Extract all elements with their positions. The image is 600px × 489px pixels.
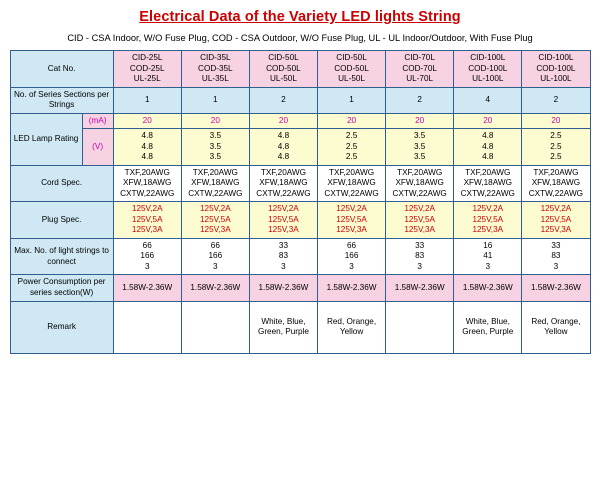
cat-no-line: UL-100L [540, 74, 572, 83]
cell-cord-5 [386, 165, 454, 202]
row-sublabel-v: (V) [82, 129, 113, 166]
cell-remark-3 [249, 301, 317, 353]
cell-ma-1: 20 [113, 113, 181, 129]
cell-power-3: 1.58W-2.36W [249, 275, 317, 301]
remark-line: White, Blue, [465, 316, 510, 326]
cord-line: XFW,18AWG [191, 178, 240, 188]
cell-cat-no-6 [454, 51, 522, 88]
v-line: 2.5 [550, 141, 562, 151]
cell-cat-no-1 [113, 51, 181, 88]
cord-line: TXF,20AWG [397, 167, 443, 177]
v-line: 4.8 [482, 141, 494, 151]
v-line: 2.5 [345, 141, 358, 151]
cord-line: XFW,18AWG [259, 178, 308, 188]
plug-line: 125V,5A [336, 214, 367, 224]
remark-line: Red, Orange, [326, 316, 377, 326]
cell-cord-7 [522, 165, 590, 202]
v-line: 2.5 [345, 152, 358, 162]
maxno-line: 83 [415, 251, 425, 261]
maxno-line: 3 [213, 261, 218, 271]
plug-line: 125V,2A [404, 204, 435, 214]
cell-plug-4 [318, 202, 386, 239]
cat-no-line: COD-50L [266, 63, 301, 73]
cat-no-line: UL-50L [338, 74, 365, 83]
cat-no-line: CID-35L [200, 53, 231, 62]
cell-maxno-2 [181, 238, 249, 275]
cord-line: TXF,20AWG [124, 167, 170, 177]
row-label-remark: Remark [10, 301, 113, 353]
cord-line: XFW,18AWG [463, 178, 512, 188]
table-row-cord-spec [10, 165, 590, 202]
cord-line: CXTW,22AWG [392, 188, 447, 198]
cat-no-line: UL-25L [133, 74, 161, 83]
cord-line: TXF,20AWG [192, 167, 238, 177]
cell-power-4: 1.58W-2.36W [318, 275, 386, 301]
v-line: 2.5 [550, 152, 562, 162]
row-label-series-sections: No. of Series Sections per Strings [10, 87, 113, 113]
row-label-cat-no: Cat No. [10, 51, 113, 88]
cell-ma-2: 20 [181, 113, 249, 129]
plug-line: 125V,2A [540, 204, 572, 214]
remark-line: Red, Orange, [531, 316, 581, 326]
maxno-line: 3 [281, 261, 286, 271]
cell-series-3: 2 [249, 87, 317, 113]
v-line: 2.5 [550, 131, 562, 141]
v-line: 4.8 [141, 152, 153, 162]
maxno-line: 33 [415, 240, 425, 250]
maxno-line: 66 [347, 240, 357, 250]
plug-line: 125V,2A [336, 204, 367, 214]
cell-maxno-7 [522, 238, 590, 275]
cell-cord-1 [113, 165, 181, 202]
maxno-line: 3 [553, 261, 559, 271]
cell-maxno-3 [249, 238, 317, 275]
cell-maxno-4 [318, 238, 386, 275]
maxno-line: 66 [210, 240, 220, 250]
cell-cord-3 [249, 165, 317, 202]
cord-line: TXF,20AWG [465, 167, 511, 177]
row-label-plug-spec: Plug Spec. [10, 202, 113, 239]
cell-series-1: 1 [113, 87, 181, 113]
plug-line: 125V,5A [404, 214, 435, 224]
plug-line: 125V,5A [268, 214, 299, 224]
table-row-plug-spec [10, 202, 590, 239]
v-line: 3.5 [413, 152, 426, 162]
v-line: 4.8 [482, 152, 494, 162]
cell-power-6: 1.58W-2.36W [454, 275, 522, 301]
plug-line: 125V,3A [472, 225, 504, 235]
cord-line: CXTW,22AWG [120, 188, 175, 198]
plug-line: 125V,5A [131, 214, 163, 224]
plug-line: 125V,2A [200, 204, 231, 214]
cell-maxno-6 [454, 238, 522, 275]
maxno-line: 83 [278, 251, 288, 261]
cell-power-1: 1.58W-2.36W [113, 275, 181, 301]
cell-power-2: 1.58W-2.36W [181, 275, 249, 301]
cat-no-line: UL-70L [406, 74, 434, 83]
v-line: 3.5 [209, 131, 222, 141]
cord-line: TXF,20AWG [328, 167, 375, 177]
cell-plug-5 [386, 202, 454, 239]
cell-v-1 [113, 129, 181, 166]
cell-v-7 [522, 129, 590, 166]
v-line: 3.5 [413, 131, 426, 141]
cord-line: CXTW,22AWG [528, 188, 584, 198]
v-line: 4.8 [141, 131, 153, 141]
cell-v-6 [454, 129, 522, 166]
cell-power-7: 1.58W-2.36W [522, 275, 590, 301]
cord-line: CXTW,22AWG [188, 188, 243, 198]
table-row-max-strings [10, 238, 590, 275]
cell-cat-no-3 [249, 51, 317, 88]
maxno-line: 33 [551, 240, 561, 250]
cell-ma-3: 20 [249, 113, 317, 129]
cell-cord-4 [318, 165, 386, 202]
v-line: 4.8 [141, 141, 153, 151]
maxno-line: 66 [142, 240, 152, 250]
cord-line: XFW,18AWG [395, 178, 444, 188]
maxno-line: 41 [483, 251, 493, 261]
cell-v-3 [249, 129, 317, 166]
cell-remark-5 [386, 301, 454, 353]
cell-remark-4 [318, 301, 386, 353]
v-line: 4.8 [482, 131, 494, 141]
cat-no-line: COD-25L [129, 63, 165, 73]
maxno-line: 33 [278, 240, 288, 250]
cord-line: CXTW,22AWG [324, 188, 379, 198]
remark-line: Yellow [544, 327, 568, 337]
cell-cat-no-4 [318, 51, 386, 88]
maxno-line: 3 [349, 261, 354, 271]
cat-no-line: CID-50L [336, 53, 367, 62]
row-label-max-strings: Max. No. of light strings to connect [10, 238, 113, 275]
plug-line: 125V,5A [200, 214, 231, 224]
cell-ma-6: 20 [454, 113, 522, 129]
cell-ma-5: 20 [386, 113, 454, 129]
cell-maxno-1 [113, 238, 181, 275]
row-label-lamp-rating: LED Lamp Rating [10, 113, 82, 165]
maxno-line: 16 [483, 240, 493, 250]
cat-no-line: UL-100L [472, 74, 504, 83]
cell-series-4: 1 [318, 87, 386, 113]
row-label-cord-spec: Cord Spec. [10, 165, 113, 202]
cell-cord-2 [181, 165, 249, 202]
maxno-line: 3 [144, 261, 150, 271]
plug-line: 125V,3A [336, 225, 367, 235]
plug-line: 125V,2A [131, 204, 163, 214]
maxno-line: 166 [140, 251, 155, 261]
v-line: 4.8 [277, 131, 290, 141]
row-sublabel-ma: (mA) [82, 113, 113, 129]
cell-maxno-5 [386, 238, 454, 275]
cat-no-line: CID-25L [131, 53, 163, 62]
document-page [0, 9, 600, 489]
cell-series-2: 1 [181, 87, 249, 113]
cord-line: XFW,18AWG [123, 178, 172, 188]
plug-line: 125V,3A [540, 225, 572, 235]
cell-plug-6 [454, 202, 522, 239]
cell-plug-2 [181, 202, 249, 239]
plug-line: 125V,2A [472, 204, 504, 214]
cat-no-line: CID-70L [404, 53, 435, 62]
cat-no-line: UL-50L [270, 74, 297, 83]
cord-line: CXTW,22AWG [460, 188, 515, 198]
cell-cord-6 [454, 165, 522, 202]
maxno-line: 3 [417, 261, 422, 271]
maxno-line: 3 [485, 261, 491, 271]
cell-ma-4: 20 [318, 113, 386, 129]
cord-line: TXF,20AWG [533, 167, 579, 177]
cat-no-line: UL-35L [201, 74, 229, 83]
cell-series-7: 2 [522, 87, 590, 113]
cell-cat-no-7 [522, 51, 590, 88]
row-label-power-consumption: Power Consumption per series section(W) [10, 275, 113, 301]
cell-remark-6 [454, 301, 522, 353]
plug-line: 125V,3A [200, 225, 231, 235]
cell-plug-3 [249, 202, 317, 239]
remark-line: Yellow [339, 327, 364, 337]
cat-no-line: CID-50L [268, 53, 299, 62]
cell-series-6: 4 [454, 87, 522, 113]
cell-power-5: 1.58W-2.36W [386, 275, 454, 301]
electrical-data-table [10, 50, 591, 354]
table-row-lamp-v [10, 129, 590, 166]
plug-line: 125V,2A [268, 204, 299, 214]
cell-v-5 [386, 129, 454, 166]
v-line: 4.8 [277, 152, 290, 162]
cell-plug-1 [113, 202, 181, 239]
plug-line: 125V,3A [404, 225, 435, 235]
v-line: 3.5 [209, 152, 222, 162]
cat-no-line: COD-50L [334, 63, 369, 73]
maxno-line: 166 [344, 251, 359, 261]
v-line: 4.8 [277, 141, 290, 151]
cat-no-line: COD-100L [468, 63, 508, 73]
v-line: 2.5 [345, 131, 358, 141]
cell-remark-7 [522, 301, 590, 353]
table-row-cat-no [10, 51, 590, 88]
plug-line: 125V,5A [540, 214, 572, 224]
cell-plug-7 [522, 202, 590, 239]
cell-series-5: 2 [386, 87, 454, 113]
cell-v-4 [318, 129, 386, 166]
remark-line: Green, Purple [257, 327, 309, 337]
cord-line: TXF,20AWG [260, 167, 307, 177]
plug-line: 125V,3A [268, 225, 299, 235]
cell-ma-7: 20 [522, 113, 590, 129]
table-row-series-sections [10, 87, 590, 113]
cord-line: XFW,18AWG [327, 178, 376, 188]
cat-no-line: CID-100L [538, 53, 574, 62]
cell-cat-no-5 [386, 51, 454, 88]
plug-line: 125V,5A [472, 214, 504, 224]
v-line: 3.5 [209, 141, 222, 151]
cell-remark-2 [181, 301, 249, 353]
cord-line: CXTW,22AWG [256, 188, 311, 198]
v-line: 3.5 [413, 141, 426, 151]
remark-line: Green, Purple [462, 327, 514, 337]
remark-line: White, Blue, [261, 316, 306, 326]
table-row-lamp-ma [10, 113, 590, 129]
table-row-power-consumption [10, 275, 590, 301]
cell-cat-no-2 [181, 51, 249, 88]
cat-no-line: COD-35L [198, 63, 233, 73]
plug-line: 125V,3A [131, 225, 163, 235]
page-subtitle: CID - CSA Indoor, W/O Fuse Plug, COD - CSA Outdoor, W/O Fuse Plug, UL - UL Indoor/Outdoor, With Fuse Plug [67, 33, 533, 43]
cell-v-2 [181, 129, 249, 166]
cord-line: XFW,18AWG [531, 178, 581, 188]
page-title: Electrical Data of the Variety LED lights String [139, 9, 461, 25]
maxno-line: 83 [551, 251, 561, 261]
maxno-line: 166 [208, 251, 223, 261]
cat-no-line: COD-70L [402, 63, 437, 73]
cell-remark-1 [113, 301, 181, 353]
table-row-remark [10, 301, 590, 353]
cat-no-line: COD-100L [536, 63, 576, 73]
cat-no-line: CID-100L [470, 53, 506, 62]
